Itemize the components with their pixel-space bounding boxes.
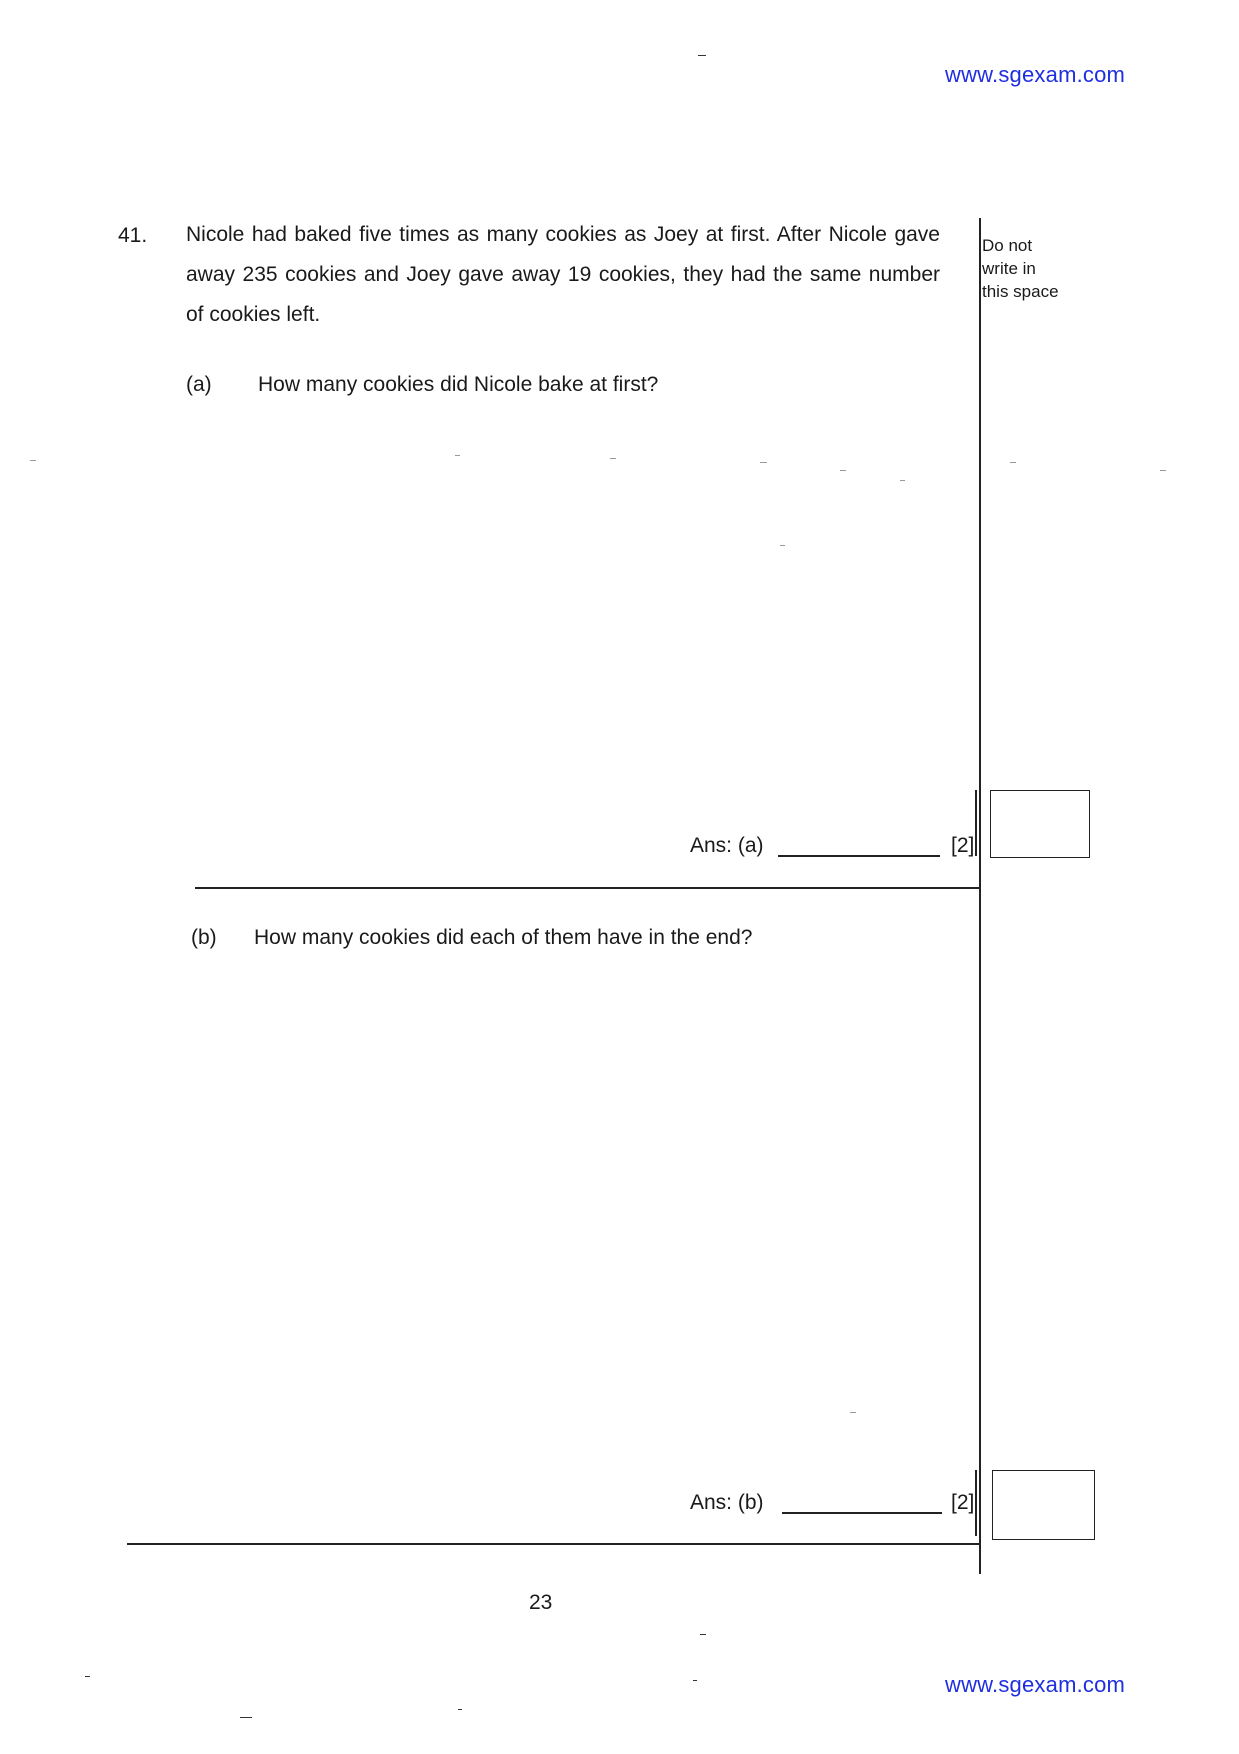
scan-speck xyxy=(840,470,846,471)
scan-speck xyxy=(698,55,706,56)
scan-speck xyxy=(240,1717,252,1718)
mark-box-b xyxy=(992,1470,1095,1540)
scan-speck xyxy=(1010,462,1016,463)
answer-b-prefix: Ans: (b) xyxy=(690,1491,764,1514)
answer-a-prefix: Ans: (a) xyxy=(690,834,764,857)
scan-speck xyxy=(455,455,460,456)
part-a-question: How many cookies did Nicole bake at first? xyxy=(258,373,659,396)
header-site-link[interactable]: www.sgexam.com xyxy=(945,62,1126,87)
scan-speck xyxy=(610,458,616,459)
margin-note xyxy=(982,234,1059,303)
answer-b-marks: [2] xyxy=(951,1491,975,1514)
answer-b-blank[interactable] xyxy=(782,1512,942,1514)
margin-note-line-3: this space xyxy=(982,282,1059,301)
margin-note-line-1: Do not xyxy=(982,236,1033,255)
part-b-label: (b) xyxy=(191,926,217,949)
scan-speck xyxy=(30,460,36,461)
scan-speck xyxy=(85,1676,90,1677)
bottom-rule xyxy=(127,1543,979,1545)
scan-speck xyxy=(900,480,905,481)
scan-speck xyxy=(780,545,785,546)
margin-divider xyxy=(979,218,981,1574)
part-a-label: (a) xyxy=(186,373,212,396)
question-number: 41. xyxy=(118,224,148,247)
margin-note-line-2: write in xyxy=(982,259,1036,278)
part-b-question: How many cookies did each of them have in the end? xyxy=(254,926,753,949)
scan-speck xyxy=(458,1709,462,1710)
scan-speck xyxy=(1160,470,1166,471)
question-stem: Nicole had baked five times as many cookies as Joey at first. After Nicole gave away 235 cookies and Joey gave away 19 cookies, they had the same number of cookies left. xyxy=(186,223,940,326)
mark-box-a xyxy=(990,790,1090,858)
scan-speck xyxy=(700,1634,706,1635)
answer-a-marks-rule xyxy=(975,790,977,856)
footer-site-link[interactable]: www.sgexam.com xyxy=(945,1672,1126,1697)
answer-b-marks-rule xyxy=(975,1470,977,1536)
scan-speck xyxy=(693,1680,697,1681)
page-number: 23 xyxy=(529,1591,553,1614)
scan-speck xyxy=(760,462,767,463)
answer-a-blank[interactable] xyxy=(778,855,940,857)
answer-a-marks: [2] xyxy=(951,834,975,857)
part-separator xyxy=(195,887,979,889)
scan-speck xyxy=(850,1412,856,1413)
